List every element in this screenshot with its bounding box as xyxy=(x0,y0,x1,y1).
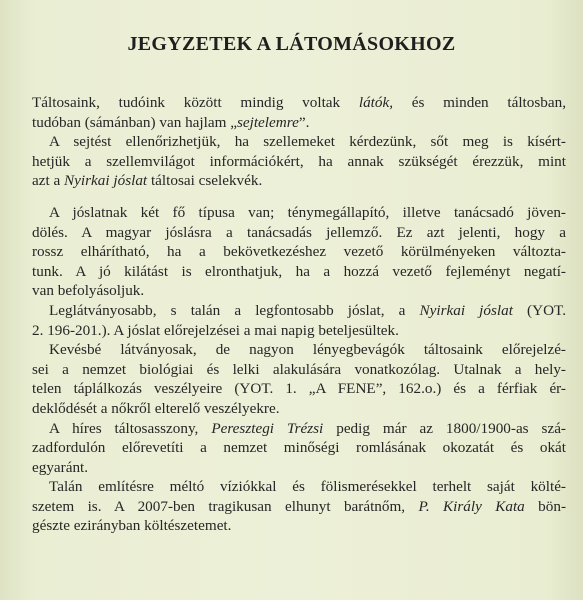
page-body xyxy=(32,93,566,536)
text-line: zadfordulón előrevetíti a nemzet minőségi romlásának okozatát és okát xyxy=(32,439,566,457)
text-line: A híres táltosasszony, Peresztegi Trézsi pedig már az 1800/1900-as szá- xyxy=(49,419,566,437)
text-line: tudóban (sámánban) van hajlam „sejtelemre”. xyxy=(32,113,310,131)
text-line: Leglátványosabb, s talán a legfontosabb jóslat, a Nyirkai jóslat (YOT. xyxy=(49,301,566,319)
text-line: telen táplálkozás veszélyeire (YOT. 1. „A FENE”, 162.o.) és a férfiak ér- xyxy=(32,380,566,398)
text-line: deklődését a nőkről elterelő veszélyekre. xyxy=(32,399,280,417)
page-title: JEGYZETEK A LÁTOMÁSOKHOZ xyxy=(127,33,456,55)
text-line: A jóslatnak két fő típusa van; ténymegállapító, illetve tanácsadó jöven- xyxy=(49,203,566,221)
text-line: Táltosaink, tudóink között mindig voltak látók, és minden táltosban, xyxy=(32,94,566,111)
text-line: Talán említésre méltó víziókkal és fölismerésekkel terhelt saját költé- xyxy=(49,478,566,496)
text-line: 2. 196-201.). A jóslat előrejelzései a mai napig beteljesültek. xyxy=(32,321,399,339)
text-line: gészte ezirányban költészetemet. xyxy=(32,517,232,535)
text-line: van befolyásoljuk. xyxy=(32,282,145,300)
text-line: Kevésbé látványosak, de nagyon lényegbevágók táltosaink előrejelzé- xyxy=(49,341,566,359)
text-line: dölés. A magyar jóslásra a tanácsadás jellemző. Ez azt jelenti, hogy a xyxy=(32,223,566,241)
text-line: szetem is. A 2007-ben tragikusan elhunyt barátnőm, P. Király Kata bön- xyxy=(32,497,567,515)
text-line: A sejtést ellenőrizhetjük, ha szellemeket kérdezünk, sőt meg is kísért- xyxy=(49,133,566,151)
text-line: hetjük a szellemvilágot információkért, ha annak szükségét érezzük, mint xyxy=(32,152,566,170)
text-line: azt a Nyirkai jóslat táltosai cselekvék. xyxy=(32,172,263,190)
text-line: rossz elhárítható, ha a bekövetkezéshez vezető körülményeken változta- xyxy=(32,243,566,261)
text-line: egyaránt. xyxy=(32,458,89,476)
text-line: sei a nemzet biológiai és lelki alakulására vonatkozólag. Utalnak a hely- xyxy=(32,360,566,378)
text-line: tunk. A jó kilátást is elronthatjuk, ha a hozzá vezető fejleményt negatí- xyxy=(32,262,566,280)
paragraph-gap xyxy=(32,191,566,203)
